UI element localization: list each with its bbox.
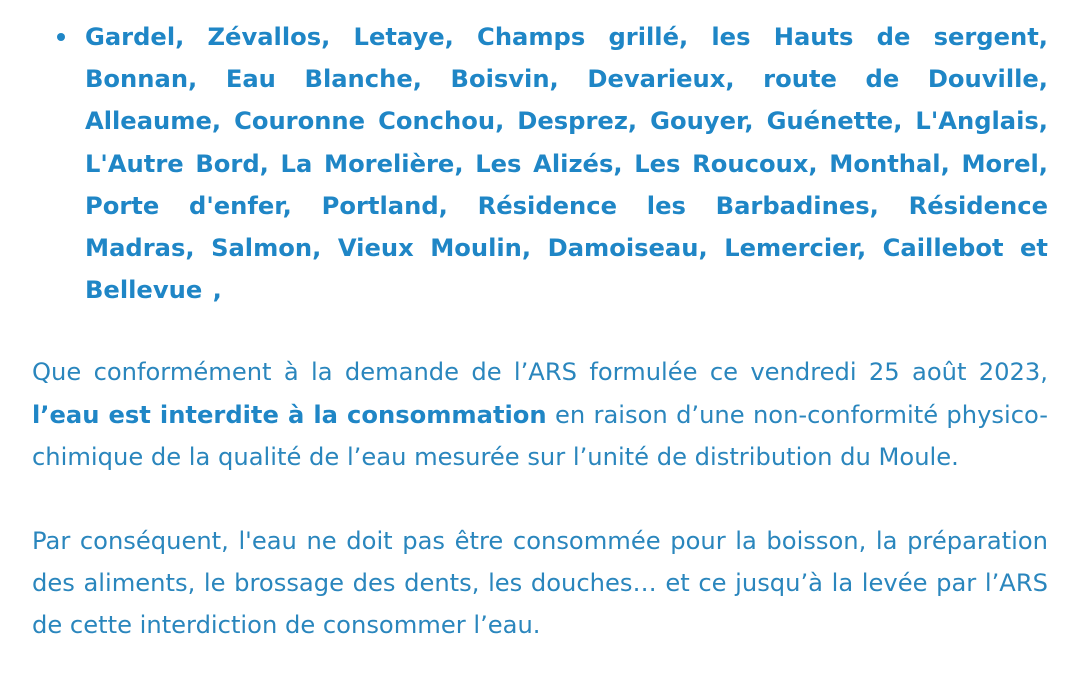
paragraph-1-intro: Que conformément à la demande de l’ARS formulée ce vendredi 25 août 2023, xyxy=(32,358,1048,387)
neighborhood-list xyxy=(32,16,1048,311)
document-body xyxy=(32,16,1048,647)
paragraph-consequence xyxy=(32,520,1048,647)
paragraph-1-rest: en raison d’une non-conformité physico-chimique de la qualité de l’eau mesurée sur l’unité de distribution du Moule. xyxy=(32,400,1048,471)
paragraph-1-emphasis: l’eau est interdite à la consommation xyxy=(32,400,547,429)
paragraph-water-ban xyxy=(32,351,1048,478)
neighborhood-names: Gardel, Zévallos, Letaye, Champs grillé, les Hauts de sergent, Bonnan, Eau Blanche, Boisvin, Devarieux, route de Douville, Alleaume, Couronne Conchou, Desprez, Gouyer, Guénette, L'Anglais, L'Autre Bord, La Morelière, Les Alizés, Les Roucoux, Monthal, Morel, Porte d'enfer, Portland, Résidence les Barbadines, Résidence Madras, Salmon, Vieux Moulin, Damoiseau, Lemercier, Caillebot et Bellevue , xyxy=(85,23,1048,305)
paragraph-2-text: Par conséquent, l'eau ne doit pas être consommée pour la boisson, la préparation des aliments, le brossage des dents, les douches… et ce jusqu’à la levée par l’ARS de cette interdiction de consommer l’eau. xyxy=(32,527,1048,640)
list-item xyxy=(85,16,1048,311)
bullet-dot-icon xyxy=(57,33,65,41)
